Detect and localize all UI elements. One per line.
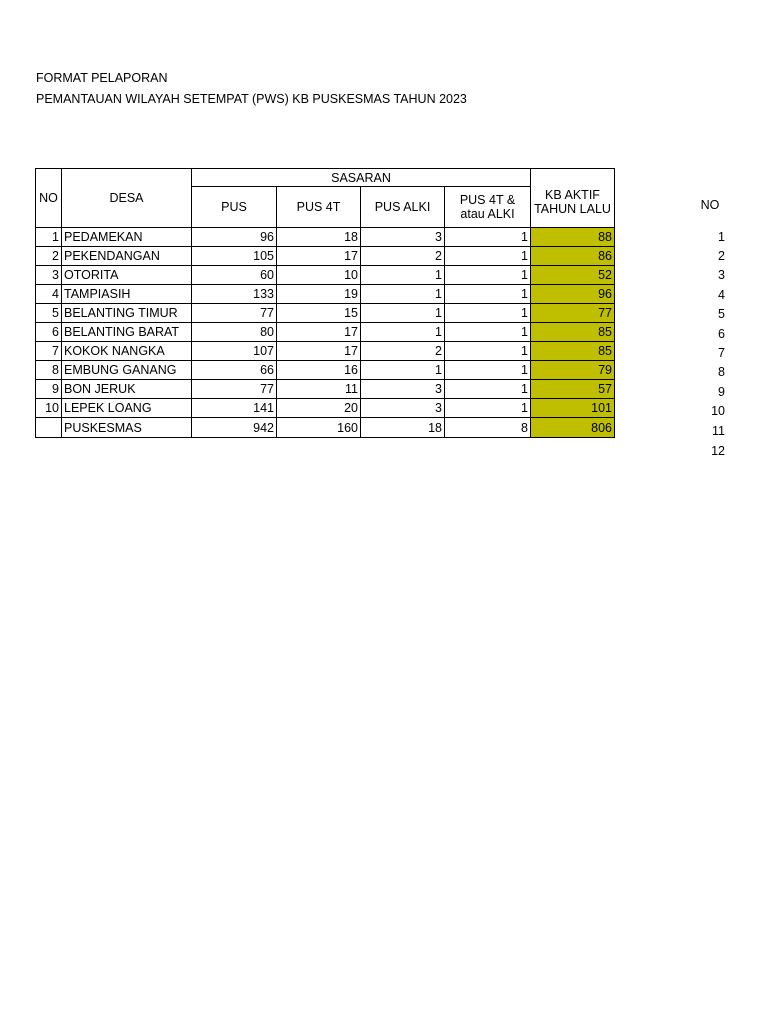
- row-kb-aktif-cell: 88: [531, 228, 615, 247]
- table-row: [36, 285, 615, 304]
- row-desa-cell: BON JERUK: [62, 380, 192, 399]
- total-no-cell: [36, 418, 62, 438]
- row-pus-alki-cell: 3: [361, 380, 445, 399]
- row-pus-alki-cell: 3: [361, 399, 445, 418]
- total-pus-4t-atau-alki-cell: 8: [445, 418, 531, 438]
- table-row: [36, 380, 615, 399]
- header-kb-aktif-tahun-lalu: KB AKTIF TAHUN LALU: [531, 169, 615, 228]
- row-no-cell: 1: [36, 228, 62, 247]
- row-pus-4t-atau-alki-cell: 1: [445, 361, 531, 380]
- row-pus-cell: 77: [192, 380, 277, 399]
- row-pus-4t-cell: 15: [277, 304, 361, 323]
- row-pus-alki-cell: 1: [361, 304, 445, 323]
- row-pus-4t-cell: 16: [277, 361, 361, 380]
- row-kb-aktif-cell: 57: [531, 380, 615, 399]
- row-pus-4t-cell: 18: [277, 228, 361, 247]
- header-pus-4t: PUS 4T: [277, 187, 361, 228]
- row-kb-aktif-cell: 86: [531, 247, 615, 266]
- row-pus-4t-cell: 11: [277, 380, 361, 399]
- row-kb-aktif-cell: 85: [531, 342, 615, 361]
- header-pus: PUS: [192, 187, 277, 228]
- total-kb-aktif-cell: 806: [531, 418, 615, 438]
- row-no-cell: 5: [36, 304, 62, 323]
- header-no: NO: [36, 169, 62, 228]
- table-row: [36, 266, 615, 285]
- row-no-cell: 9: [36, 380, 62, 399]
- right-no-item: 8: [718, 365, 725, 379]
- row-pus-cell: 107: [192, 342, 277, 361]
- row-no-cell: 8: [36, 361, 62, 380]
- row-pus-4t-atau-alki-cell: 1: [445, 285, 531, 304]
- row-kb-aktif-cell: 101: [531, 399, 615, 418]
- table-row: [36, 361, 615, 380]
- row-pus-alki-cell: 1: [361, 266, 445, 285]
- row-pus-cell: 77: [192, 304, 277, 323]
- row-no-cell: 7: [36, 342, 62, 361]
- row-pus-alki-cell: 2: [361, 342, 445, 361]
- row-no-cell: 6: [36, 323, 62, 342]
- table-row: [36, 342, 615, 361]
- row-desa-cell: KOKOK NANGKA: [62, 342, 192, 361]
- row-pus-cell: 141: [192, 399, 277, 418]
- row-pus-cell: 133: [192, 285, 277, 304]
- table-row: [36, 323, 615, 342]
- row-pus-4t-cell: 17: [277, 342, 361, 361]
- row-no-cell: 10: [36, 399, 62, 418]
- row-pus-4t-cell: 20: [277, 399, 361, 418]
- right-no-item: 10: [711, 404, 725, 418]
- row-pus-4t-atau-alki-cell: 1: [445, 399, 531, 418]
- table-row: [36, 399, 615, 418]
- row-pus-alki-cell: 2: [361, 247, 445, 266]
- row-pus-4t-cell: 10: [277, 266, 361, 285]
- right-no-item: 7: [718, 346, 725, 360]
- right-no-item: 11: [712, 424, 725, 438]
- table-row: [36, 247, 615, 266]
- row-pus-cell: 96: [192, 228, 277, 247]
- right-no-item: 1: [718, 230, 725, 244]
- row-pus-alki-cell: 3: [361, 228, 445, 247]
- row-pus-4t-atau-alki-cell: 1: [445, 247, 531, 266]
- row-desa-cell: PEDAMEKAN: [62, 228, 192, 247]
- row-pus-cell: 80: [192, 323, 277, 342]
- row-desa-cell: LEPEK LOANG: [62, 399, 192, 418]
- row-pus-4t-atau-alki-cell: 1: [445, 228, 531, 247]
- total-pus-alki-cell: 18: [361, 418, 445, 438]
- row-pus-cell: 60: [192, 266, 277, 285]
- row-desa-cell: BELANTING BARAT: [62, 323, 192, 342]
- header-sasaran: SASARAN: [192, 169, 531, 187]
- row-desa-cell: EMBUNG GANANG: [62, 361, 192, 380]
- row-pus-cell: 105: [192, 247, 277, 266]
- table-row: [36, 228, 615, 247]
- row-pus-4t-atau-alki-cell: 1: [445, 266, 531, 285]
- right-no-item: 3: [718, 268, 725, 282]
- right-no-header: NO: [700, 198, 720, 212]
- total-pus-4t-cell: 160: [277, 418, 361, 438]
- right-no-item: 5: [718, 307, 725, 321]
- row-pus-4t-cell: 19: [277, 285, 361, 304]
- row-desa-cell: BELANTING TIMUR: [62, 304, 192, 323]
- row-no-cell: 2: [36, 247, 62, 266]
- row-pus-alki-cell: 1: [361, 361, 445, 380]
- row-pus-alki-cell: 1: [361, 323, 445, 342]
- header-desa: DESA: [62, 169, 192, 228]
- row-pus-alki-cell: 1: [361, 285, 445, 304]
- row-pus-4t-cell: 17: [277, 323, 361, 342]
- row-desa-cell: OTORITA: [62, 266, 192, 285]
- row-pus-4t-atau-alki-cell: 1: [445, 342, 531, 361]
- total-pus-cell: 942: [192, 418, 277, 438]
- row-pus-4t-atau-alki-cell: 1: [445, 323, 531, 342]
- report-subtitle: PEMANTAUAN WILAYAH SETEMPAT (PWS) KB PUSKESMAS TAHUN 2023: [36, 92, 467, 106]
- row-kb-aktif-cell: 79: [531, 361, 615, 380]
- right-no-item: 12: [711, 444, 725, 458]
- row-kb-aktif-cell: 52: [531, 266, 615, 285]
- report-format-title: FORMAT PELAPORAN: [36, 71, 168, 85]
- total-desa-cell: PUSKESMAS: [62, 418, 192, 438]
- row-kb-aktif-cell: 96: [531, 285, 615, 304]
- right-no-item: 9: [718, 385, 725, 399]
- row-kb-aktif-cell: 85: [531, 323, 615, 342]
- row-no-cell: 4: [36, 285, 62, 304]
- header-pus-alki: PUS ALKI: [361, 187, 445, 228]
- right-no-item: 6: [718, 327, 725, 341]
- table-body: [36, 228, 615, 438]
- row-pus-4t-cell: 17: [277, 247, 361, 266]
- row-pus-4t-atau-alki-cell: 1: [445, 380, 531, 399]
- row-desa-cell: PEKENDANGAN: [62, 247, 192, 266]
- right-no-item: 2: [718, 249, 725, 263]
- row-pus-4t-atau-alki-cell: 1: [445, 304, 531, 323]
- row-pus-cell: 66: [192, 361, 277, 380]
- header-pus-4t-atau-alki: PUS 4T & atau ALKI: [445, 187, 531, 228]
- pws-kb-table: [35, 168, 615, 438]
- row-no-cell: 3: [36, 266, 62, 285]
- right-no-item: 4: [718, 288, 725, 302]
- row-kb-aktif-cell: 77: [531, 304, 615, 323]
- table-row-total: [36, 418, 615, 438]
- table-row: [36, 304, 615, 323]
- row-desa-cell: TAMPIASIH: [62, 285, 192, 304]
